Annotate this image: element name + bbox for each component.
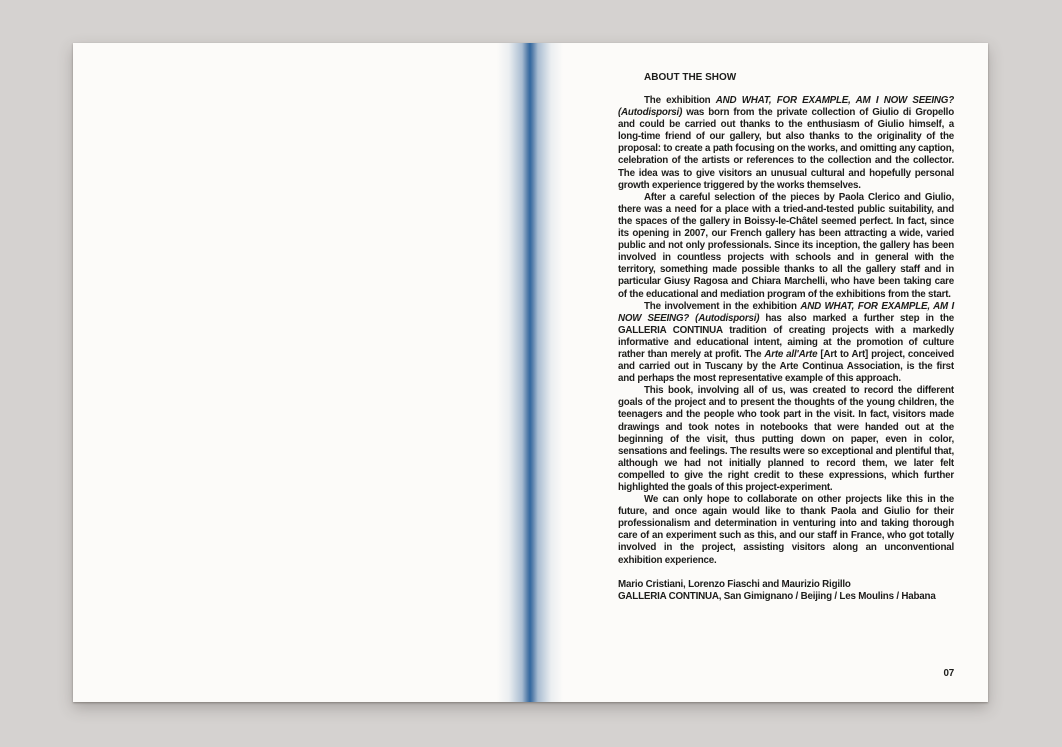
paragraph [618,301,954,386]
paragraph [618,494,954,567]
book-spine-gutter [497,43,563,702]
left-page-blank [73,43,530,702]
book-spread [73,43,988,702]
signature-block [618,579,954,603]
text-run: has also marked a further step in the GALLERIA CONTINUA tradition of creating projects with a markedly informative and educational intent, aiming at the promotion of culture rather than merely at profit. The [618,312,954,360]
signature-authors: Mario Cristiani, Lorenzo Fiaschi and Maurizio Rigillo [618,578,851,590]
body-paragraphs [618,95,954,567]
text-run: This book, involving all of us, was created to record the different goals of the project and to present the thoughts of the young children, the teenagers and the people who took part in the visit. In fact, visitors made drawings and took notes in notebooks that were handed out at the beginning of the visit, thus putting down on paper, even in color, sensations and feelings. The results were so exceptional and plentiful that, although we had not initially planned to record them, we later felt compelled to give the right credit to these expressions, which further highlighted the goals of this project-experiment. [618,385,954,493]
paragraph [618,192,954,301]
text-run: was born from the private collection of Giulio di Gropello and could be carried out thanks to the enthusiasm of Giulio himself, a long-time friend of our gallery, but also thanks to the originality of the proposal: to create a path focusing on the works, and omitting any caption, celebration of the artists or references to the collection and the collector. The idea was to give visitors an unusual cultural and hopefully personal growth experience triggered by the works themselves. [618,107,954,191]
text-run-italic: Arte all'Arte [764,348,818,360]
page-number: 07 [943,668,954,679]
text-run: We can only hope to collaborate on other projects like this in the future, and once again would like to thank Paola and Giulio for their professionalism and determination in venturing into and taking thorough care of an experiment such as this, and our staff in France, who got totally involved in the project, assisting visitors along an unconventional exhibition experience. [618,494,954,566]
paragraph [618,385,954,494]
paragraph [618,95,954,192]
text-run: The exhibition [644,95,716,106]
about-text-column [618,72,954,603]
text-run-italic: AND WHAT, FOR EXAMPLE, AM I NOW SEEING? (Autodisporsi) [618,300,954,324]
text-run: [Art to Art] project, conceived and carried out in Tuscany by the Arte Continua Association, is the first and perhaps the most representative example of this approach. [618,348,954,385]
text-run-italic: AND WHAT, FOR EXAMPLE, AM I NOW SEEING? (Autodisporsi) [618,95,954,119]
section-heading: ABOUT THE SHOW [644,72,737,83]
signature-gallery: GALLERIA CONTINUA, San Gimignano / Beijing / Les Moulins / Habana [618,590,936,602]
text-run: After a careful selection of the pieces by Paola Clerico and Giulio, there was a need for a place with a tried-and-tested public suitability, and the spaces of the gallery in Boissy-le-Châtel seemed perfect. In fact, since its opening in 2007, our French gallery has been attracting a wide, varied public and not only professionals. Since its inception, the gallery has been involved in countless projects with schools and in general with the territory, something made possible thanks to all the gallery staff and in particular Giusy Ragosa and Chiara Marchelli, who have been taking care of the educational and mediation program of the exhibitions from the start. [618,191,954,300]
text-run: The involvement in the exhibition [644,300,801,312]
